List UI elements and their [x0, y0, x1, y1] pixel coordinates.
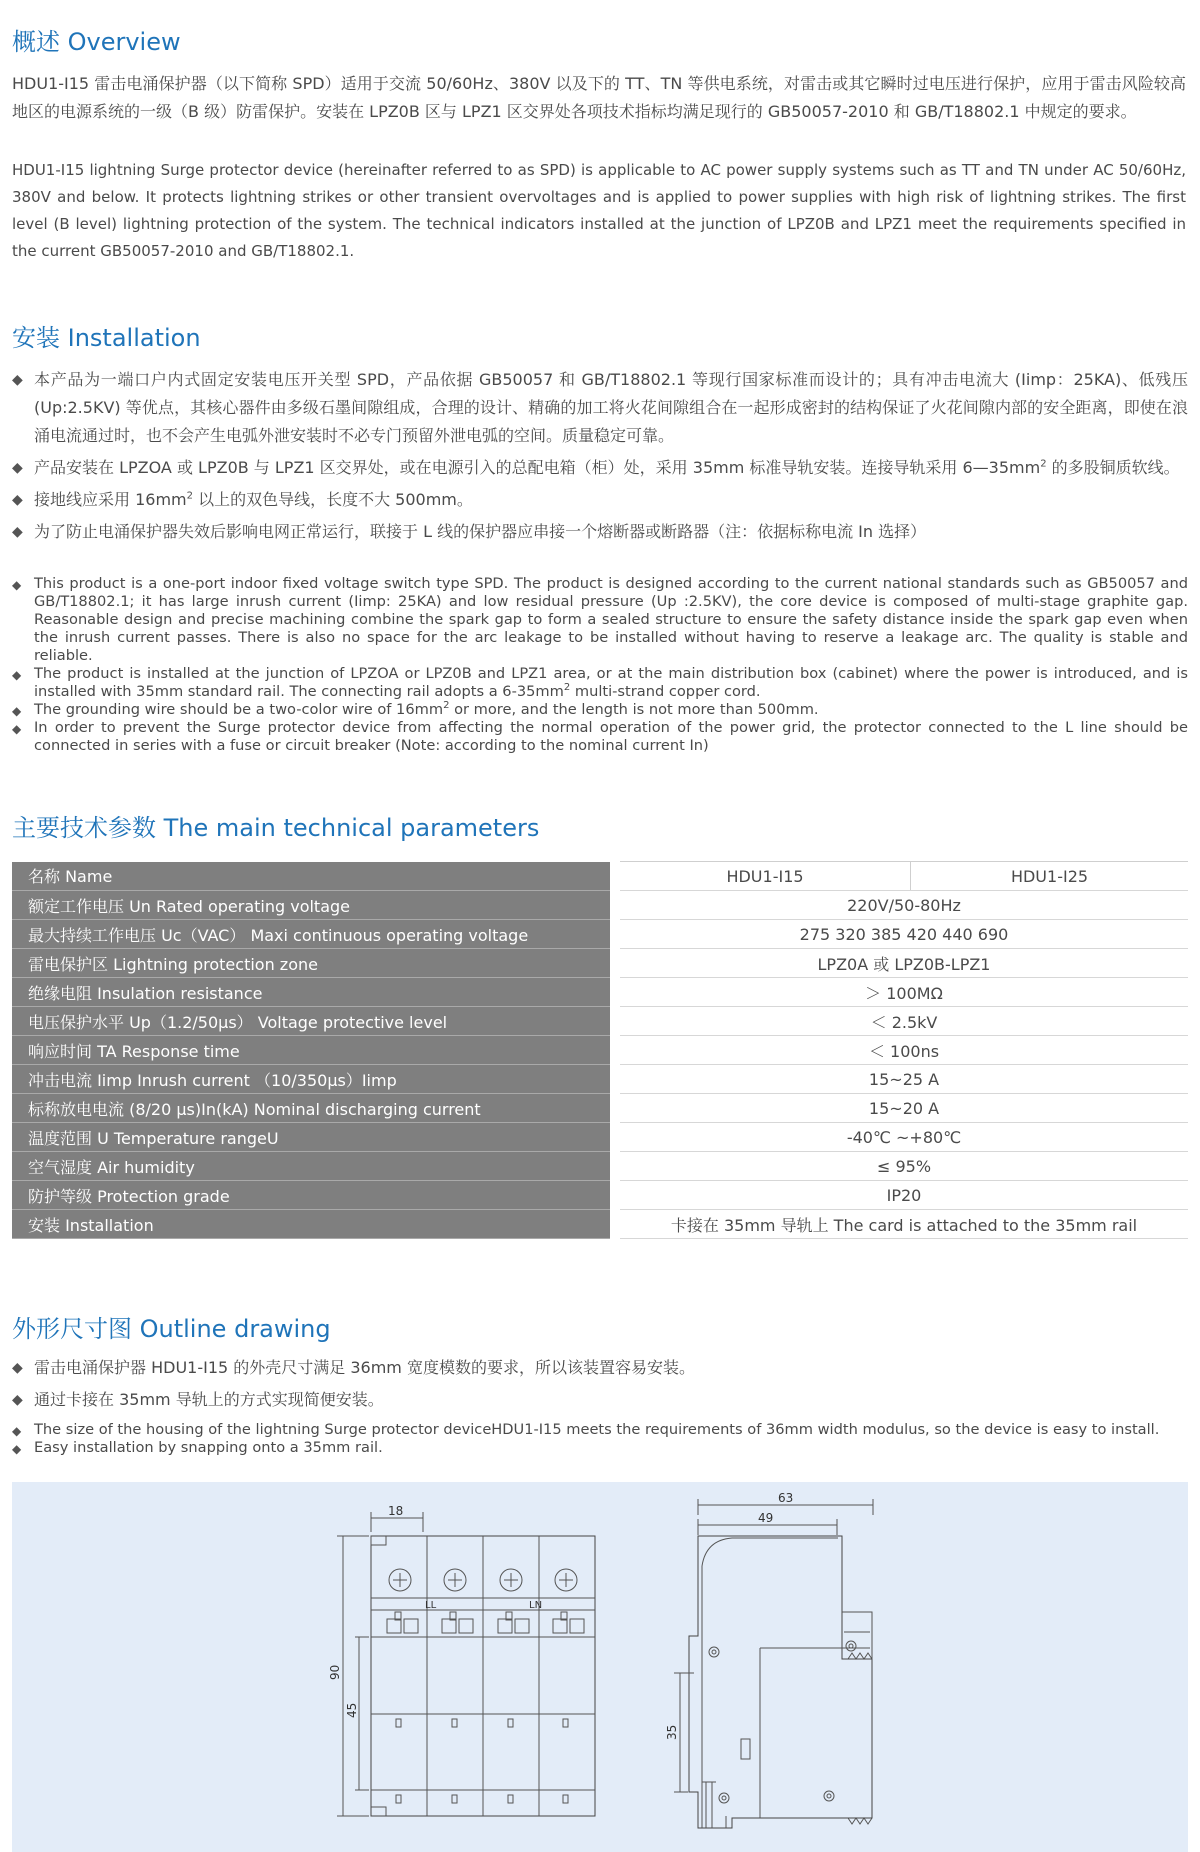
row-label: 安装 Installation [12, 1210, 610, 1239]
row-label: 防护等级 Protection grade [12, 1181, 610, 1210]
row-label: 名称 Name [12, 862, 610, 891]
row-label: 冲击电流 Iimp Inrush current （10/350μs）Iimp [12, 1065, 610, 1094]
table-row [12, 1210, 1188, 1239]
row-label: 空气湿度 Air humidity [12, 1152, 610, 1181]
table-row [12, 1123, 1188, 1152]
row-value: ＜ 100ns [620, 1036, 1188, 1065]
row-value: LPZ0A 或 LPZ0B-LPZ1 [620, 949, 1188, 978]
row-value: 275 320 385 420 440 690 [620, 920, 1188, 949]
list-item: ◆ Easy installation by snapping onto a 35mm rail. [12, 1439, 383, 1456]
bullet-diamond-icon: ◆ [12, 460, 23, 476]
dim-label: 45 [345, 1702, 359, 1718]
list-item: ◆ The grounding wire should be a two-color wire of $16mm^2$ or more, and the length is not more than 500mm. [12, 700, 819, 718]
outline-title: 外形尺寸图 Outline drawing [12, 1315, 331, 1343]
row-label: 雷电保护区 Lightning protection zone [12, 949, 610, 978]
outline-zh-list [12, 1354, 1188, 1418]
dim-label: LL [425, 1600, 437, 1611]
row-value: -40℃ ~+80℃ [620, 1123, 1188, 1152]
list-item: ◆ 产品安装在 LPZOA 或 LPZ0B 与 LPZ1 区交界处，或在电源引入的总配电箱（柜）处，采用 35mm 标准导轨安装。连接导轨采用 $6—35mm^2$ 的多股铜质软线。 [12, 454, 1188, 482]
row-value: ＞ 100MΩ [620, 978, 1188, 1007]
outline-drawing [12, 1482, 1188, 1852]
params-table [12, 861, 1188, 1239]
bullet-diamond-icon: ◆ [12, 578, 22, 592]
screw-icon [444, 1569, 466, 1591]
screw-icon [500, 1569, 522, 1591]
table-row [12, 891, 1188, 920]
row-label: 电压保护水平 Up（1.2/50μs） Voltage protective level [12, 1007, 610, 1036]
screw-icon [824, 1791, 834, 1801]
row-value: HDU1-I15 [620, 862, 911, 891]
table-row [12, 1065, 1188, 1094]
row-value: 15~25 A [620, 1065, 1188, 1094]
screw-icon [846, 1641, 856, 1651]
list-item: ◆ 为了防止电涌保护器失效后影响电网正常运行，联接于 L 线的保护器应串接一个熔断器或断路器（注：依据标称电流 In 选择） [12, 518, 1188, 546]
row-label: 最大持续工作电压 Uc（VAC） Maxi continuous operating voltage [12, 920, 610, 949]
overview-en: HDU1-I15 lightning Surge protector device (hereinafter referred to as SPD) is applicable to AC power supply systems such as TT and TN under AC 50/60Hz, 380V and below. It protects lightning strikes or other transient overvoltages and is applied to power supplies with high risk of lightning strikes. The first level (B level) lightning protection of the system. The technical indicators installed at the junction of LPZ0B and LPZ1 meet the requirements specified in the current GB50057-2010 and GB/T18802.1. [12, 161, 1186, 260]
row-value: ＜ 2.5kV [620, 1007, 1188, 1036]
installation-en-list [12, 575, 1188, 755]
list-item: ◆ 通过卡接在 35mm 导轨上的方式实现简便安装。 [12, 1386, 1188, 1414]
screw-icon [719, 1793, 729, 1803]
row-label: 响应时间 TA Response time [12, 1036, 610, 1065]
bullet-diamond-icon: ◆ [12, 668, 22, 682]
bullet-diamond-icon: ◆ [12, 492, 23, 508]
row-label: 绝缘电阻 Insulation resistance [12, 978, 610, 1007]
row-value: ≤ 95% [620, 1152, 1188, 1181]
dim-label: 18 [388, 1504, 404, 1518]
bullet-diamond-icon: ◆ [12, 1424, 22, 1438]
overview-title: 概述 Overview [12, 28, 181, 56]
bullet-diamond-icon: ◆ [12, 524, 23, 540]
list-item: ◆ In order to prevent the Surge protector device from affecting the normal operation of the power grid, the protector connected to the L line should be connected in series with a fuse or circuit breaker (Note: according to the nominal current In) [12, 719, 1188, 754]
bullet-diamond-icon: ◆ [12, 1360, 23, 1376]
overview-zh: HDU1-I15 雷击电涌保护器（以下简称 SPD）适用于交流 50/60Hz、380V 以及下的 TT、TN 等供电系统，对雷击或其它瞬时过电压进行保护，应用于雷击风险较高地区的电源系统的一级（B 级）防雷保护。安装在 LPZ0B 区与 LPZ1 区交界处各项技术指标均满足现行的 GB50057-2010 和 GB/T18802.1 中规定的要求。 [12, 74, 1186, 121]
row-value: HDU1-I25 [911, 862, 1189, 891]
row-label: 额定工作电压 Un Rated operating voltage [12, 891, 610, 920]
params-title: 主要技术参数 The main technical parameters [12, 814, 540, 842]
list-item: ◆ 雷击电涌保护器 HDU1-I15 的外壳尺寸满足 36mm 宽度模数的要求，所以该装置容易安装。 [12, 1354, 1188, 1382]
list-item: ◆ The size of the housing of the lightning Surge protector deviceHDU1-I15 meets the requirements of 36mm width modulus, so the device is easy to install. [12, 1421, 1160, 1438]
row-value: 15~20 A [620, 1094, 1188, 1123]
table-row [12, 1007, 1188, 1036]
list-item: ◆ This product is a one-port indoor fixed voltage switch type SPD. The product is designed according to the current national standards such as GB50057 and GB/T18802.1; it has large inrush current (Iimp: 25KA) and low residual pressure (Up :2.5KV), the core device is composed of multi-stage graphite gap. Reasonable design and precise machining combine the spark gap to form a sealed structure to ensure the safety distance inside the spark gap even when the inrush current passes. There is also no space for the arc leakage to be installed without having to reserve a leakage arc. The quality is stable and reliable. [12, 575, 1188, 664]
dim-label: 90 [328, 1664, 342, 1680]
side-view [674, 1499, 873, 1828]
bullet-diamond-icon: ◆ [12, 1442, 22, 1456]
installation-zh-list [12, 366, 1188, 550]
bullet-diamond-icon: ◆ [12, 704, 22, 718]
bullet-diamond-icon: ◆ [12, 372, 23, 388]
front-view [337, 1512, 595, 1816]
screw-icon [709, 1647, 719, 1657]
list-item: ◆ 本产品为一端口户内式固定安装电压开关型 SPD，产品依据 GB50057 和 GB/T18802.1 等现行国家标准而设计的；具有冲击电流大 (Iimp：25KA)、低残压 (Up:2.5KV) 等优点，其核心器件由多级石墨间隙组成，合理的设计、精确的加工将火花间隙组合在一起形成密封的结构保证了火花间隙内部的安全距离，即使在浪涌电流通过时，也不会产生电弧外泄安装时不必专门预留外泄电弧的空间。质量稳定可靠。 [12, 366, 1188, 450]
row-value: 220V/50-80Hz [620, 891, 1188, 920]
dim-label: 35 [665, 1724, 679, 1740]
table-row [12, 978, 1188, 1007]
dim-label: 63 [778, 1491, 794, 1505]
row-label: 温度范围 U Temperature rangeU [12, 1123, 610, 1152]
table-row [12, 1152, 1188, 1181]
dim-label: LN [529, 1600, 543, 1611]
list-item: ◆ The product is installed at the junction of LPZOA or LPZ0B and LPZ1 area, or at the main distribution box (cabinet) where the power is introduced, and is installed with 35mm standard rail. The connecting rail adopts a $6-35mm^2$ multi-strand copper cord. [12, 665, 1188, 700]
table-row [12, 949, 1188, 978]
row-value: 卡接在 35mm 导轨上 The card is attached to the 35mm rail [620, 1210, 1188, 1239]
table-row [12, 1094, 1188, 1123]
outline-en-list [12, 1421, 1188, 1457]
dim-label: 49 [758, 1511, 774, 1525]
table-row [12, 862, 1188, 891]
row-label: 标称放电电流 (8/20 μs)In(kA) Nominal discharging current [12, 1094, 610, 1123]
bullet-diamond-icon: ◆ [12, 722, 22, 736]
row-value: IP20 [620, 1181, 1188, 1210]
installation-title: 安装 Installation [12, 324, 201, 352]
outline-drawing-panel [12, 1482, 1188, 1852]
screw-icon [389, 1569, 411, 1591]
table-row [12, 920, 1188, 949]
screw-icon [555, 1569, 577, 1591]
list-item: ◆ 接地线应采用 $16mm^2$ 以上的双色导线，长度不大 500mm。 [12, 486, 1188, 514]
bullet-diamond-icon: ◆ [12, 1392, 23, 1408]
table-row [12, 1036, 1188, 1065]
table-row [12, 1181, 1188, 1210]
